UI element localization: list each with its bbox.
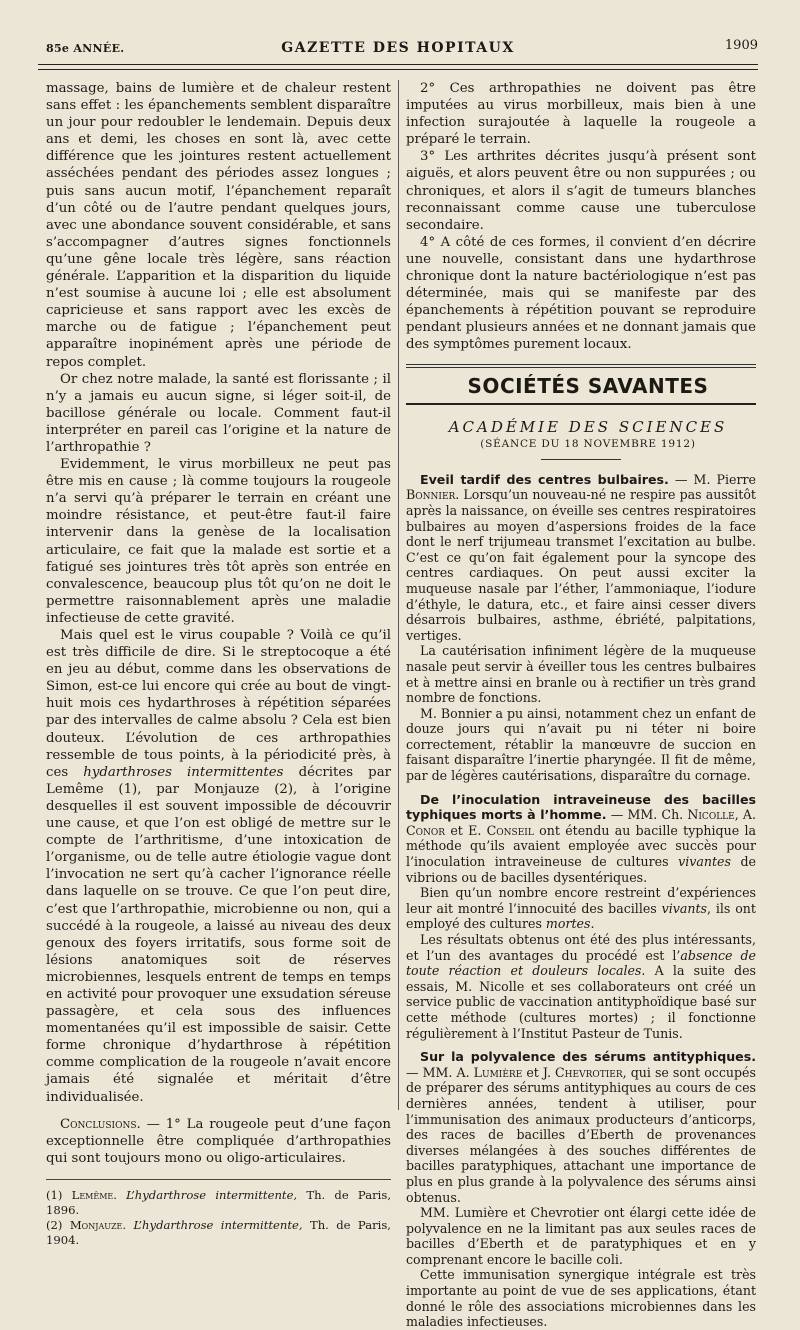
- text-run: et J.: [522, 1064, 556, 1080]
- text-run: .: [590, 916, 595, 932]
- conclusions-label: Conclusions.: [60, 1116, 141, 1132]
- conclusions-paragraph: [46, 1116, 391, 1167]
- footnote-author: Lemême.: [71, 1187, 117, 1202]
- text-run: , qui se sont occupés de préparer des sérums antityphiques au cours de ces dernières années, tendent à utiliser, pour l’immunisation des animaux producteurs d’anticorps, des races de bacilles d’Eberth de provenances diverses mélangées à des souches différentes de bacilles paratyphiques, attachant une importance de plus en plus grande à la polyvalence des sérums ainsi obtenus.: [406, 1064, 756, 1205]
- footnote-rest: Th. de Paris, 1896.: [46, 1187, 392, 1217]
- paragraph: M. Bonnier a pu ainsi, notamment chez un enfant de douze jours qui n’avait pu ni téter ni boire correctement, rétablir la manœuvre de succion en faisant disparaître l’inertie pharyngée. Il fit de même, par de légères cautérisations, disparaître du cornage.: [406, 705, 756, 784]
- paragraph: 4° A côté de ces formes, il convient d’en décrire une nouvelle, consistant dans une hydarthrose chronique dont la nature bactériologique n’est pas déterminée, mais qui se manifeste par des épanchements à répétition pouvant se reproduire pendant plusieurs années et ne donnant jamais que des symptômes purement locaux.: [406, 234, 756, 353]
- author-name: Chevrotier: [555, 1064, 623, 1080]
- paragraph: [406, 885, 756, 932]
- article-heading: Sur la polyvalence des sérums antityphiques.: [420, 1049, 756, 1065]
- paragraph: MM. Lumière et Chevrotier ont élargi cette idée de polyvalence en ne la limitant pas aux seules races de bacilles d’Eberth et de paratyphiques et en y comprenant encore le bacille coli.: [406, 1205, 756, 1267]
- text-run: Mais quel est le virus coupable ? Voilà ce qu’il est très difficile de dire. Si le streptocoque a été en jeu au début, comme dans les observations de Simon, est-ce lui encore qui crée au bout de vingt-huit mois ces hydarthroses à répétition séparées par des intervalles de calme absolu ? Cela est bien douteux. L’évolution de ces arthropathies ressemble de tous points, à la périodicité près, à ces: [46, 628, 391, 780]
- article-eveil: [406, 472, 756, 784]
- paragraph: [406, 792, 756, 886]
- paragraph: Evidemment, le virus morbilleux ne peut pas être mis en cause ; là comme toujours la rougeole n’a servi qu’à préparer le terrain en créant une moindre résistance, et peut-être faut-il faire intervenir dans la genèse de la localisation articulaire, ce fait que la malade est sortie et a fatigué ses jointures très tôt après son entrée en convalescence, beaucoup plus tôt qu’on ne doit le permettre raisonnablement après une maladie infectieuse de cette gravité.: [46, 457, 391, 626]
- academy-title: ACADÉMIE DES SCIENCES: [448, 417, 728, 436]
- page-number: 1909: [724, 38, 758, 53]
- italic-run: absence de toute réaction et douleurs locales: [406, 947, 757, 979]
- footnote-title: L’hydarthrose intermittente,: [133, 1217, 303, 1232]
- footnote-1: [46, 1188, 391, 1218]
- footnote-rule: [46, 1179, 391, 1180]
- text-run: Lorsqu’un nouveau-né ne respire pas aussitôt après la naissance, on éveille ses centres respiratoires bulbaires au moyen d’aspersions froides de la face dont le nerf trijumeau transmet l’excitation au bulbe. C’est ce qu’on fait également pour la syncope des centres cardiaques. On peut aussi exciter la muqueuse nasale par l’éther, l’ammoniaque, l’iodure d’éthyle, le datura, etc., et faire ainsi cesser divers désarrois bulbaires, asthme, ébriété, palpitations, vertiges.: [406, 487, 756, 643]
- year-label: 85e ANNÉE.: [46, 42, 125, 55]
- paragraph: Cette immunisation synergique intégrale est très importante au point de vue de ses applications, étant donné le rôle des associations microbiennes dans les maladies infectieuses.: [406, 1267, 756, 1330]
- italic-run: hydarthroses intermittentes: [83, 764, 284, 780]
- text-run: — MM. Ch.: [606, 807, 688, 823]
- journal-title: GAZETTE DES HOPITAUX: [281, 40, 515, 56]
- text-run: de vibrions ou de bacilles dysentériques.: [406, 854, 756, 885]
- footnotes: [46, 1188, 391, 1248]
- page-header: [40, 38, 756, 60]
- paragraph: 2° Ces arthropathies ne doivent pas être imputées au virus morbilleux, mais bien à une infection surajoutée à laquelle la rougeole a préparé le terrain.: [406, 81, 756, 148]
- footnote-author: Monjauze.: [69, 1217, 127, 1232]
- paragraph: 3° Les arthrites décrites jusqu’à présent sont aiguës, et alors peuvent être ou non suppurées ; ou chroniques, et alors il s’agit de tumeurs blanches reconnaissant comme cause une tuberculose secondaire.: [406, 149, 756, 233]
- text-run: ont étendu au bacille typhique la méthode qu’ils avaient employée avec succès pour l’inoculation intraveineuse de cultures: [406, 822, 756, 870]
- article-heading: Eveil tardif des centres bulbaires.: [420, 471, 669, 487]
- italic-run: mortes: [545, 916, 591, 932]
- paragraph: La cautérisation infiniment légère de la muqueuse nasale peut servir à éveiller tous les centres bulbaires et à mettre ainsi en branle ou à rectifier un très grand nombre de fonctions.: [406, 643, 756, 706]
- footnote-2: [46, 1218, 391, 1248]
- footnote-rest: Th. de Paris, 1904.: [46, 1217, 391, 1247]
- footnote-title: L’hydarthrose intermittente,: [126, 1187, 298, 1202]
- author-name: Bonnier.: [406, 487, 460, 503]
- text-run: — MM. A.: [406, 1064, 474, 1080]
- italic-run: vivants: [661, 900, 708, 916]
- text-run: — M. Pierre: [668, 471, 756, 487]
- short-rule: [541, 459, 621, 460]
- footnote-number: (1): [46, 1187, 72, 1202]
- text-run: décrites par Lemême (1), par Monjauze (2), à l’origine desquelles il est souvent impossible de découvrir une cause, et que l’on est obligé de mettre sur le compte de l’arthritisme, d’une intoxication de l’organisme, ou de telle autre étiologie vague dont l’invocation ne sert qu’à cacher l’ignorance réelle dans laquelle on se trouve. Ce que l’on peut dire, c’est que l’arthropathie, microbienne ou non, qui a succédé à la rougeole, a laissé au niveau des deux genoux des foyers irritatifs, sous forme soit de lésions anatomiques soit de réserves microbiennes, lesquels entrent de temps en temps en activité pour provoquer une exsudation séreuse passagère, et cela sous des influences momentanées qu’il est impossible de saisir. Cette forme chronique d’hydarthrose à répétition comme complication de la rougeole n’avait encore jamais été signalée et méritait d’être individualisée.: [46, 764, 391, 1105]
- session-date: (SÉANCE DU 18 NOVEMBRE 1912): [480, 437, 696, 450]
- column-divider: [398, 80, 399, 1110]
- text-run: et E.: [445, 822, 487, 838]
- article-heading: De l’inoculation intraveineuse des bacilles typhiques morts à l’homme.: [406, 791, 756, 823]
- text-run: Les résultats obtenus ont été des plus intéressants, et l’un des avantages du procédé est l’: [406, 932, 756, 963]
- article-polyvalence: [406, 1049, 756, 1330]
- header-rule-top: [38, 64, 758, 65]
- author-name: Lumière: [473, 1064, 523, 1080]
- author-name: Nicolle, A. Conor: [406, 807, 756, 838]
- right-column: [406, 80, 756, 1330]
- section-title: SOCIÉTÉS SAVANTES: [467, 373, 709, 398]
- text-run: . A la suite des essais, M. Nicolle et ses collaborateurs ont créé un service public de vaccination antityphoïdique basé sur cette méthode (cultures mortes) ; il fonctionne régulièrement à l’Institut Pasteur de Tunis.: [406, 963, 756, 1041]
- paragraph: [46, 627, 391, 1106]
- section-rule-bottom: [406, 403, 756, 405]
- italic-run: vivantes: [678, 854, 731, 870]
- paragraph: [406, 472, 756, 644]
- left-column: [46, 80, 391, 1248]
- text-run: — 1° La rougeole peut d’une façon exceptionnelle être compliquée d’arthropathies qui sont toujours mono ou oligo-articulaires.: [46, 1116, 391, 1166]
- paragraph: Or chez notre malade, la santé est florissante ; il n’y a jamais eu aucun signe, si léger soit-il, de bacillose générale ou locale. Comment faut-il interpréter en pareil cas l’origine et la nature de l’arthropathie ?: [46, 371, 391, 455]
- paragraph: massage, bains de lumière et de chaleur restent sans effet : les épanchements semblent disparaître un jour pour redoubler le lendemain. Depuis deux ans et demi, les choses en sont là, avec cette différence que les jointures restent actuellement asséchées pendant des périodes assez longues ; puis sans aucun motif, l’épanchement reparaît d’un côté ou de l’autre pendant quelques jours, avec une abondance souvent considérable, et sans s’accompagner d’autres signes fonctionnels qu’une gêne locale très légère, sans réaction générale. L’apparition et la disparition du liquide n’est soumise à aucune loi ; elle est absolument capricieuse et sans rapport avec les excès de marche ou de fatigue ; l’épanchement peut apparaître inopinément après une période de repos complet.: [46, 81, 391, 370]
- text-run: , ils ont employé des cultures: [406, 900, 756, 932]
- paragraph: [406, 1049, 756, 1205]
- text-run: Bien qu’un nombre encore restreint d’expériences leur ait montré l’innocuité des bacilles: [406, 885, 756, 916]
- section-rule-top: [406, 364, 756, 368]
- paragraph: [406, 932, 756, 1041]
- author-name: Conseil: [486, 822, 534, 838]
- header-rule-bottom: [38, 69, 758, 70]
- footnote-number: (2): [46, 1217, 70, 1232]
- article-inoculation: [406, 792, 756, 1042]
